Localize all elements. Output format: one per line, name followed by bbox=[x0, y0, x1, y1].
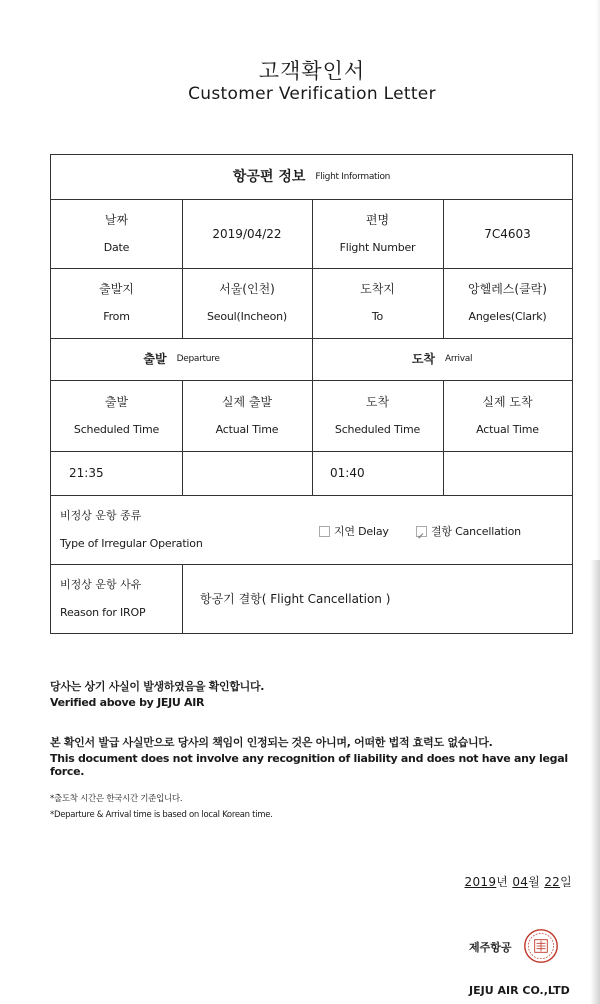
issue-month: 04 bbox=[512, 875, 529, 889]
irop-reason-value: 항공기 결항( Flight Cancellation ) bbox=[200, 592, 391, 606]
flight-number-value-cell bbox=[443, 199, 572, 268]
flight-info-table bbox=[50, 154, 573, 634]
destination-label-cell bbox=[312, 268, 443, 338]
origin-label-en: From bbox=[103, 310, 130, 323]
issue-date bbox=[465, 873, 572, 890]
destination-label-en: To bbox=[371, 310, 384, 323]
verified-statement-ko: 당사는 상기 사실이 발생하였음을 확인합니다. bbox=[50, 680, 265, 693]
date-label-ko: 날짜 bbox=[104, 212, 129, 227]
origin-label-cell bbox=[51, 268, 182, 338]
time-note-ko: *출도착 시간은 한국시간 기준입니다. bbox=[50, 794, 183, 804]
arrival-header-ko: 도착 bbox=[411, 352, 436, 366]
issue-year: 2019 bbox=[464, 875, 497, 889]
irop-reason-value-cell bbox=[200, 564, 560, 634]
arrival-actual-value-cell bbox=[443, 451, 572, 495]
irregular-type-label-cell bbox=[60, 495, 310, 564]
irregular-type-label-en: Type of Irregular Operation bbox=[60, 536, 203, 550]
arrival-header-en: Arrival bbox=[445, 354, 473, 364]
dep-sched-value: 21:35 bbox=[69, 466, 104, 480]
flight-info-header bbox=[51, 155, 572, 199]
verified-statement-en: Verified above by JEJU AIR bbox=[50, 696, 205, 709]
destination-value-en: Angeles(Clark) bbox=[468, 310, 547, 323]
cancellation-option-label: 결항 Cancellation bbox=[431, 525, 521, 538]
table-divider bbox=[182, 564, 183, 634]
departure-scheduled-value-cell bbox=[69, 451, 182, 495]
issue-day: 22 bbox=[544, 875, 561, 889]
issue-day-suffix: 일 bbox=[560, 875, 572, 889]
page-title-korean: 고객확인서 bbox=[258, 59, 366, 83]
flight-info-header-ko: 항공편 정보 bbox=[232, 169, 306, 185]
cancellation-option[interactable] bbox=[416, 510, 566, 554]
destination-value-ko: 앙헬레스(클락) bbox=[468, 282, 547, 296]
flight-number-label-cell bbox=[312, 199, 443, 268]
flight-info-header-en: Flight Information bbox=[315, 172, 391, 182]
delay-option[interactable] bbox=[319, 510, 419, 554]
dep-actual-label-ko: 실제 출발 bbox=[221, 394, 273, 409]
origin-value-en: Seoul(Incheon) bbox=[207, 310, 287, 323]
departure-actual-label bbox=[182, 380, 312, 451]
date-value: 2019/04/22 bbox=[212, 226, 282, 241]
date-label-en: Date bbox=[103, 240, 130, 254]
origin-value-ko: 서울(인천) bbox=[219, 282, 275, 296]
arrival-scheduled-value-cell bbox=[330, 451, 443, 495]
departure-header bbox=[51, 338, 312, 380]
arrival-actual-label bbox=[443, 380, 572, 451]
issue-year-suffix: 년 bbox=[496, 875, 509, 889]
arr-actual-label-en: Actual Time bbox=[476, 422, 539, 436]
flight-number-value: 7C4603 bbox=[484, 226, 531, 241]
scroll-edge-shadow bbox=[590, 560, 600, 1004]
origin-label-ko: 출발지 bbox=[99, 282, 134, 296]
irop-reason-label-en: Reason for IROP bbox=[60, 606, 146, 619]
destination-value-cell bbox=[443, 268, 572, 338]
destination-label-ko: 도착지 bbox=[360, 282, 395, 296]
irop-reason-label-ko: 비정상 운항 사유 bbox=[60, 578, 142, 591]
delay-option-label: 지연 Delay bbox=[334, 525, 389, 538]
issue-month-suffix: 월 bbox=[528, 875, 541, 889]
dep-actual-label-en: Actual Time bbox=[215, 422, 279, 436]
delay-checkbox[interactable] bbox=[319, 526, 330, 537]
arrival-header bbox=[312, 338, 572, 380]
arr-sched-label-ko: 도착 bbox=[365, 394, 390, 409]
dep-sched-label-en: Scheduled Time bbox=[73, 422, 160, 436]
liability-statement-ko: 본 확인서 발급 사실만으로 당사의 책임이 인정되는 것은 아니며, 어떠한 법적 효력도 없습니다. bbox=[50, 736, 493, 749]
irop-reason-label-cell bbox=[60, 564, 182, 634]
cancellation-checkbox[interactable] bbox=[416, 526, 427, 537]
departure-header-ko: 출발 bbox=[143, 352, 167, 366]
date-value-cell bbox=[182, 199, 312, 268]
page-title-english: Customer Verification Letter bbox=[188, 84, 436, 104]
departure-scheduled-label bbox=[51, 380, 182, 451]
company-seal-icon bbox=[523, 928, 559, 964]
origin-value-cell bbox=[182, 268, 312, 338]
arr-sched-label-en: Scheduled Time bbox=[334, 422, 421, 436]
company-name-english: JEJU AIR CO.,LTD bbox=[469, 984, 570, 997]
irregular-type-label-ko: 비정상 운항 종류 bbox=[60, 508, 142, 522]
flight-number-label-ko: 편명 bbox=[365, 212, 390, 227]
dep-sched-label-ko: 출발 bbox=[104, 394, 129, 409]
departure-header-en: Departure bbox=[176, 354, 220, 364]
date-label-cell bbox=[51, 199, 182, 268]
departure-actual-value-cell bbox=[182, 451, 312, 495]
liability-statement-en: This document does not involve any recognition of liability and does not have any legal force. bbox=[50, 752, 568, 778]
company-name-korean: 제주항공 bbox=[469, 941, 512, 954]
flight-number-label-en: Flight Number bbox=[339, 240, 416, 254]
arrival-scheduled-label bbox=[312, 380, 443, 451]
arr-actual-label-ko: 실제 도착 bbox=[482, 394, 533, 409]
arr-sched-value: 01:40 bbox=[330, 466, 365, 480]
time-note-en: *Departure & Arrival time is based on local Korean time. bbox=[50, 810, 273, 820]
